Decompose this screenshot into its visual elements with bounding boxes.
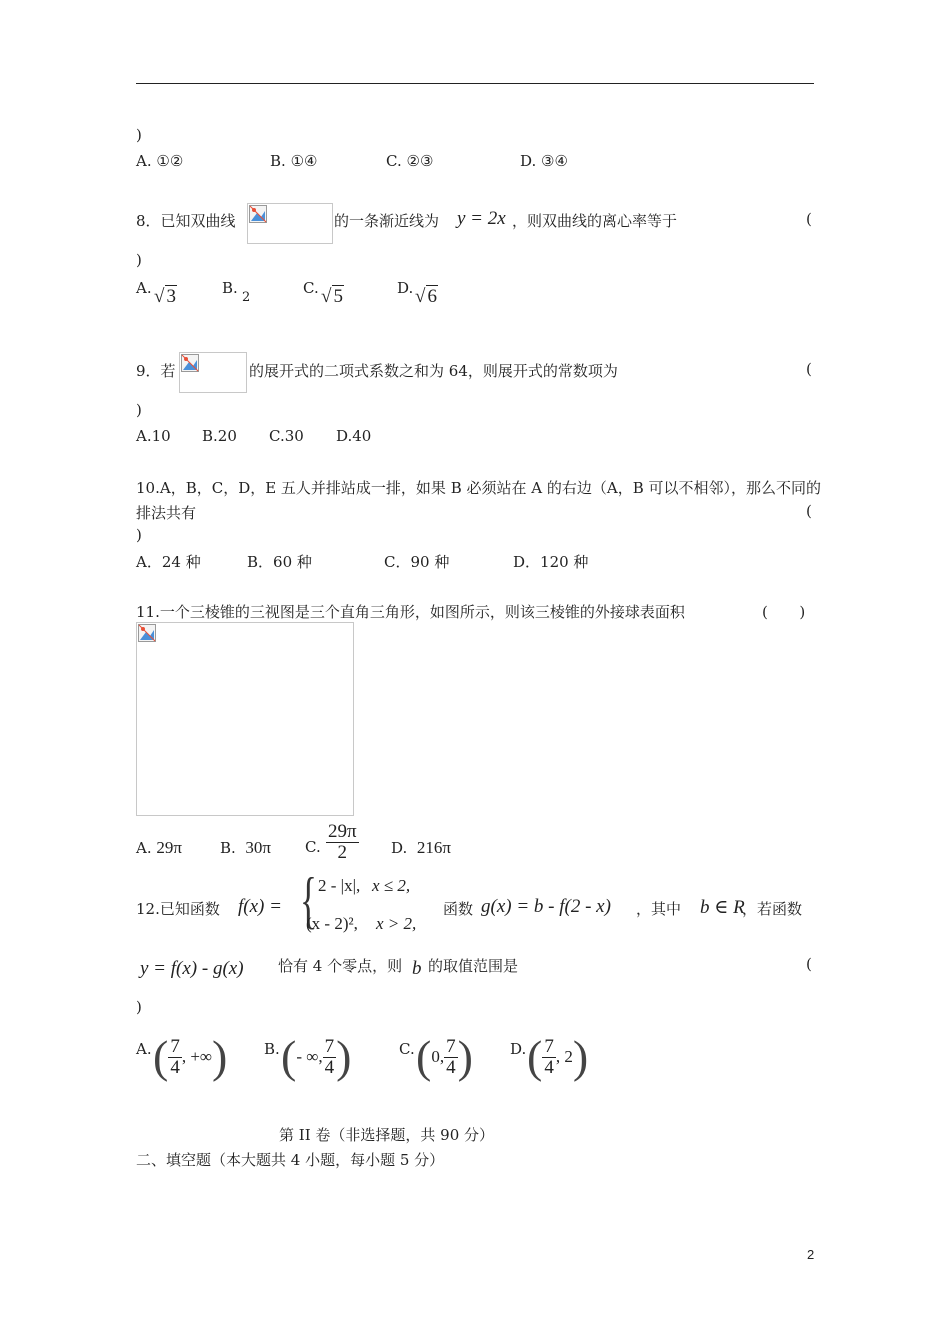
- q12-option-d: ( $\frac{7}{4}$ , 2 ): [527, 1031, 589, 1082]
- q11-option-b: B. 30π: [220, 838, 271, 857]
- q8-asymptote: y = 2x: [457, 208, 506, 229]
- q12-case2-expr: (x - 2)²,: [306, 914, 358, 933]
- q10-option-c: C．90 种: [384, 553, 450, 571]
- q12-option-c: ( 0, $\frac{7}{4}$ ): [416, 1031, 473, 1082]
- q7-option-c: C. ②③: [386, 152, 434, 170]
- q12-option-a: ( $\frac{7}{4}$ , +∞ ): [153, 1031, 228, 1082]
- q11-stem: 11.一个三棱锥的三视图是三个直角三角形，如图所示，则该三棱锥的外接球表面积: [136, 603, 685, 621]
- q10-option-a: A．24 种: [136, 553, 201, 571]
- q9-option-d: D.40: [336, 427, 372, 445]
- q8-stem-post: ，则双曲线的离心率等于: [512, 212, 678, 230]
- q7-option-d: D. ③④: [520, 152, 568, 170]
- header-rule: [136, 83, 814, 84]
- q8-stem-mid: 的一条渐近线为: [334, 212, 440, 230]
- q11-answer-paren: ( ): [762, 603, 806, 621]
- q12-option-c-label: C.: [399, 1040, 415, 1058]
- q11-option-c: $\frac{29\pi}{2}$: [328, 821, 357, 863]
- q8-option-d: √ 6: [415, 286, 437, 307]
- section-fill-in-heading: 二、填空题（本大题共 4 小题，每小题 5 分）: [136, 1151, 445, 1169]
- q12-f-def: f(x) =: [238, 896, 282, 917]
- q11-three-view-figure: [136, 622, 354, 816]
- q12-stem-mid: 函数: [443, 900, 474, 918]
- q9-option-a: A.10: [136, 427, 171, 445]
- q12-b-in-r: b ∈ R: [700, 897, 745, 918]
- q12-option-a-label: A.: [136, 1040, 152, 1058]
- q11-option-c-label: C.: [305, 838, 321, 856]
- q11-option-d: D. 216π: [391, 838, 451, 857]
- q12-option-d-label: D.: [510, 1040, 527, 1058]
- q9-option-c: C.30: [269, 427, 304, 445]
- q12-case1-cond: x ≤ 2,: [372, 876, 411, 895]
- broken-image-icon: [138, 624, 156, 642]
- q12-stem-where: ，其中: [636, 900, 682, 918]
- q9-stem-post: 的展开式的二项式系数之和为 64，则展开式的常数项为: [249, 362, 618, 380]
- q9-open-paren: (: [806, 360, 812, 378]
- q12-y-def: y = f(x) - g(x): [140, 958, 244, 979]
- q8-option-c-label: C.: [303, 279, 319, 297]
- q8-option-c: √ 5: [321, 286, 343, 307]
- q7-option-a: A. ①②: [136, 152, 184, 170]
- q12-stem-tail: ，若函数: [742, 900, 803, 918]
- q9-close-paren: ): [136, 401, 142, 419]
- q12-option-b-label: B.: [264, 1040, 280, 1058]
- q12-g-def: g(x) = b - f(2 - x): [481, 896, 611, 917]
- q8-option-d-label: D.: [397, 279, 414, 297]
- q8-open-paren: (: [806, 210, 812, 228]
- q7-option-b: B. ①④: [270, 152, 318, 170]
- q10-option-d: D．120 种: [513, 553, 589, 571]
- q8-option-b-label: B.: [222, 279, 238, 297]
- q10-close-paren: ): [136, 526, 142, 544]
- q12-line2-text: 恰有 4 个零点，则: [278, 957, 403, 975]
- q10-stem-line1: 10.A，B，C，D，E 五人并排站成一排，如果 B 必须站在 A 的右边（A，B 可以不相邻），那么不同的: [136, 479, 821, 497]
- q12-case2-cond: x > 2,: [376, 914, 417, 933]
- q12-close-paren: ): [136, 998, 142, 1016]
- broken-image-icon: [249, 205, 267, 223]
- q12-case1-expr: 2 - |x|,: [318, 876, 361, 895]
- q11-option-a: A. 29π: [136, 838, 182, 857]
- q12-line2-tail: 的取值范围是: [428, 957, 519, 975]
- q12-b: b: [412, 958, 422, 979]
- q8-close-paren: ): [136, 251, 142, 269]
- q12-option-b: ( - ∞, $\frac{7}{4}$ ): [281, 1031, 352, 1082]
- q9-expression-image: [179, 352, 247, 393]
- broken-image-icon: [181, 354, 199, 372]
- q10-open-paren: (: [806, 502, 812, 520]
- q8-option-b: 2: [242, 290, 251, 305]
- q12-stem-pre: 12.已知函数: [136, 900, 220, 918]
- q10-stem-line2: 排法共有: [136, 504, 197, 522]
- q9-stem: 9．若: [136, 362, 176, 380]
- q8-equation-image: [247, 203, 333, 244]
- q8-option-a: √ 3: [154, 286, 176, 307]
- q7-close-paren: ): [136, 126, 142, 144]
- q8-option-a-label: A.: [136, 279, 152, 297]
- q12-open-paren: (: [806, 955, 812, 973]
- page-number: 2: [807, 1247, 815, 1262]
- q12-piecewise-brace: {: [300, 864, 317, 935]
- part2-title: 第 II 卷（非选择题，共 90 分）: [279, 1126, 495, 1144]
- q8-stem: 8．已知双曲线: [136, 212, 236, 230]
- q10-option-b: B．60 种: [247, 553, 312, 571]
- q9-option-b: B.20: [202, 427, 237, 445]
